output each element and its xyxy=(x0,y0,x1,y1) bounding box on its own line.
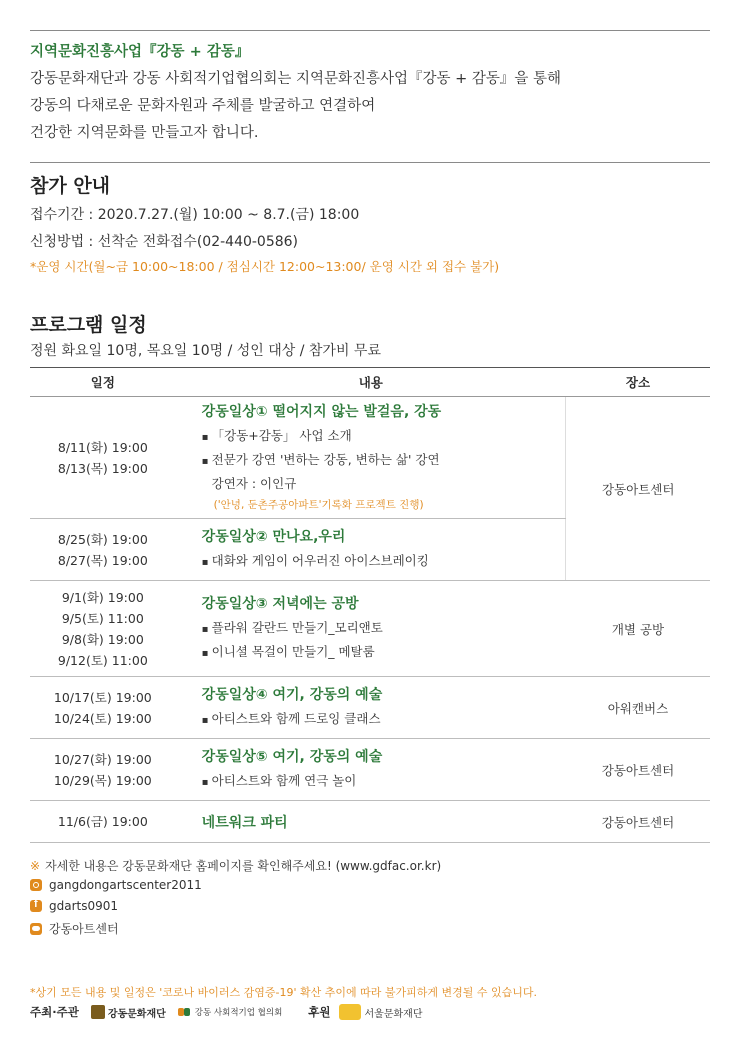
program-summary: 정원 화요일 10명, 목요일 10명 / 성인 대상 / 참가비 무료 xyxy=(30,343,381,359)
program-title: 네트워크 파티 xyxy=(201,814,288,831)
date-line: 10/24(토) 19:00 xyxy=(53,710,152,726)
date-line: 11/6(금) 19:00 xyxy=(57,814,148,829)
date-line: 9/1(화) 19:00 xyxy=(61,589,144,605)
program-title: 강동일상⑤ 여기, 강동의 예술 xyxy=(201,748,383,765)
sponsor-bar xyxy=(30,1004,422,1020)
program-title: 강동일상④ 여기, 강동의 예술 xyxy=(201,686,383,703)
row-content xyxy=(176,581,566,677)
row-place: 강동아트센터 xyxy=(566,397,710,581)
program-item: ▪ 이니셜 목걸이 만들기_ 메탈룸 xyxy=(202,641,566,665)
kakao-handle: 강동아트센터 xyxy=(49,922,119,936)
social-enterprise-logo-icon xyxy=(178,1006,192,1018)
table-row xyxy=(30,581,710,677)
intro-line-1: 강동문화재단과 강동 사회적기업협의회는 지역문화진흥사업『강동 + 감동』을 통해 xyxy=(30,71,562,87)
program-item: ▪ 아티스트와 함께 드로잉 클래스 xyxy=(202,708,566,732)
lecturer: 강연자 : 이인규 xyxy=(211,475,297,491)
row-content xyxy=(176,519,566,581)
date-line: 9/12(토) 11:00 xyxy=(57,652,148,668)
application-period: 접수기간 : 2020.7.27.(월) 10:00 ~ 8.7.(금) 18:00 xyxy=(30,207,360,223)
instagram-line xyxy=(30,878,202,892)
program-item: ▪ 아티스트와 함께 연극 놀이 xyxy=(202,770,566,794)
host1-name: 강동문화재단 xyxy=(107,1008,166,1020)
schedule-table xyxy=(30,367,710,843)
row-dates xyxy=(30,581,176,677)
program-item: ▪ 전문가 강연 '변하는 강동, 변하는 삶' 강연 xyxy=(202,449,566,473)
application-method: 신청방법 : 선착순 전화접수(02-440-0586) xyxy=(30,234,299,250)
row-content xyxy=(176,677,566,739)
facebook-line xyxy=(30,899,118,913)
kakaotalk-icon xyxy=(30,923,42,935)
row-content xyxy=(176,801,566,843)
top-divider xyxy=(30,30,710,31)
row-dates xyxy=(30,397,176,519)
sponsor-label: 후원 xyxy=(308,1005,331,1019)
date-line: 10/29(목) 19:00 xyxy=(53,772,152,788)
program-title: 강동일상① 떨어지지 않는 발걸음, 강동 xyxy=(201,403,442,420)
facebook-icon xyxy=(30,900,42,912)
host2-name: 강동 사회적기업 협의회 xyxy=(194,1008,283,1018)
instagram-icon xyxy=(30,879,42,891)
section-divider xyxy=(30,162,710,163)
gdfac-logo-icon xyxy=(91,1005,105,1019)
intro-title: 지역문화진흥사업『강동 + 감동』 xyxy=(30,44,250,60)
intro-line-2: 강동의 다채로운 문화자원과 주체를 발굴하고 연결하여 xyxy=(30,98,376,114)
participation-heading: 참가 안내 xyxy=(30,175,111,197)
date-line: 8/27(목) 19:00 xyxy=(57,552,148,568)
row-place: 개별 공방 xyxy=(566,581,710,677)
homepage-notice xyxy=(30,857,441,874)
table-row xyxy=(30,801,710,843)
row-dates xyxy=(30,739,176,801)
instagram-handle: gangdongartscenter2011 xyxy=(49,878,202,892)
date-line: 8/11(화) 19:00 xyxy=(57,439,148,455)
row-dates xyxy=(30,801,176,843)
host-label: 주최·주관 xyxy=(30,1005,79,1019)
date-line: 8/13(목) 19:00 xyxy=(57,460,148,476)
date-line: 8/25(화) 19:00 xyxy=(57,531,148,547)
row-content xyxy=(176,739,566,801)
col-date: 일정 xyxy=(30,368,176,397)
program-item: ▪ 대화와 게임이 어우러진 아이스브레이킹 xyxy=(202,550,566,574)
program-item: ▪ 플라워 갈란드 만들기_모리앤토 xyxy=(202,617,566,641)
project-note: ('안녕, 둔촌주공아파트'기록화 프로젝트 진행) xyxy=(213,498,424,511)
seoul-foundation-logo-icon xyxy=(339,1004,361,1020)
date-line: 9/5(토) 11:00 xyxy=(61,610,144,626)
intro-line-3: 건강한 지역문화를 만들고자 합니다. xyxy=(30,125,259,141)
kakao-line xyxy=(30,920,119,937)
row-dates xyxy=(30,519,176,581)
program-title: 강동일상② 만나요,우리 xyxy=(201,528,346,545)
schedule-header-row xyxy=(30,368,710,397)
sponsor-name: 서울문화재단 xyxy=(364,1008,423,1020)
table-row xyxy=(30,739,710,801)
program-title: 강동일상③ 저녁에는 공방 xyxy=(201,595,359,612)
row-place: 강동아트센터 xyxy=(566,739,710,801)
col-content: 내용 xyxy=(176,368,566,397)
row-dates xyxy=(30,677,176,739)
row-content xyxy=(176,397,566,519)
date-line: 10/17(토) 19:00 xyxy=(53,689,152,705)
facebook-handle: gdarts0901 xyxy=(49,899,119,913)
table-row xyxy=(30,677,710,739)
program-heading: 프로그램 일정 xyxy=(30,314,147,336)
program-item: ▪ 「강동+감동」 사업 소개 xyxy=(202,425,566,449)
row-place: 강동아트센터 xyxy=(566,801,710,843)
covid-notice: *상기 모든 내용 및 일정은 '코로나 바이러스 감염증-19' 확산 추이에 따라 불가피하게 변경될 수 있습니다. xyxy=(30,986,537,999)
operation-hours-note: *운영 시간(월~금 10:00~18:00 / 점심시간 12:00~13:00/ 운영 시간 외 접수 불가) xyxy=(30,259,500,274)
col-place: 장소 xyxy=(566,368,710,397)
homepage-notice-text: 자세한 내용은 강동문화재단 홈페이지를 확인해주세요! (www.gdfac.or.kr) xyxy=(45,859,442,873)
notice-mark: ※ xyxy=(30,858,41,873)
date-line: 9/8(화) 19:00 xyxy=(61,631,144,647)
table-row xyxy=(30,397,710,519)
date-line: 10/27(화) 19:00 xyxy=(53,751,152,767)
row-place: 아워캔버스 xyxy=(566,677,710,739)
